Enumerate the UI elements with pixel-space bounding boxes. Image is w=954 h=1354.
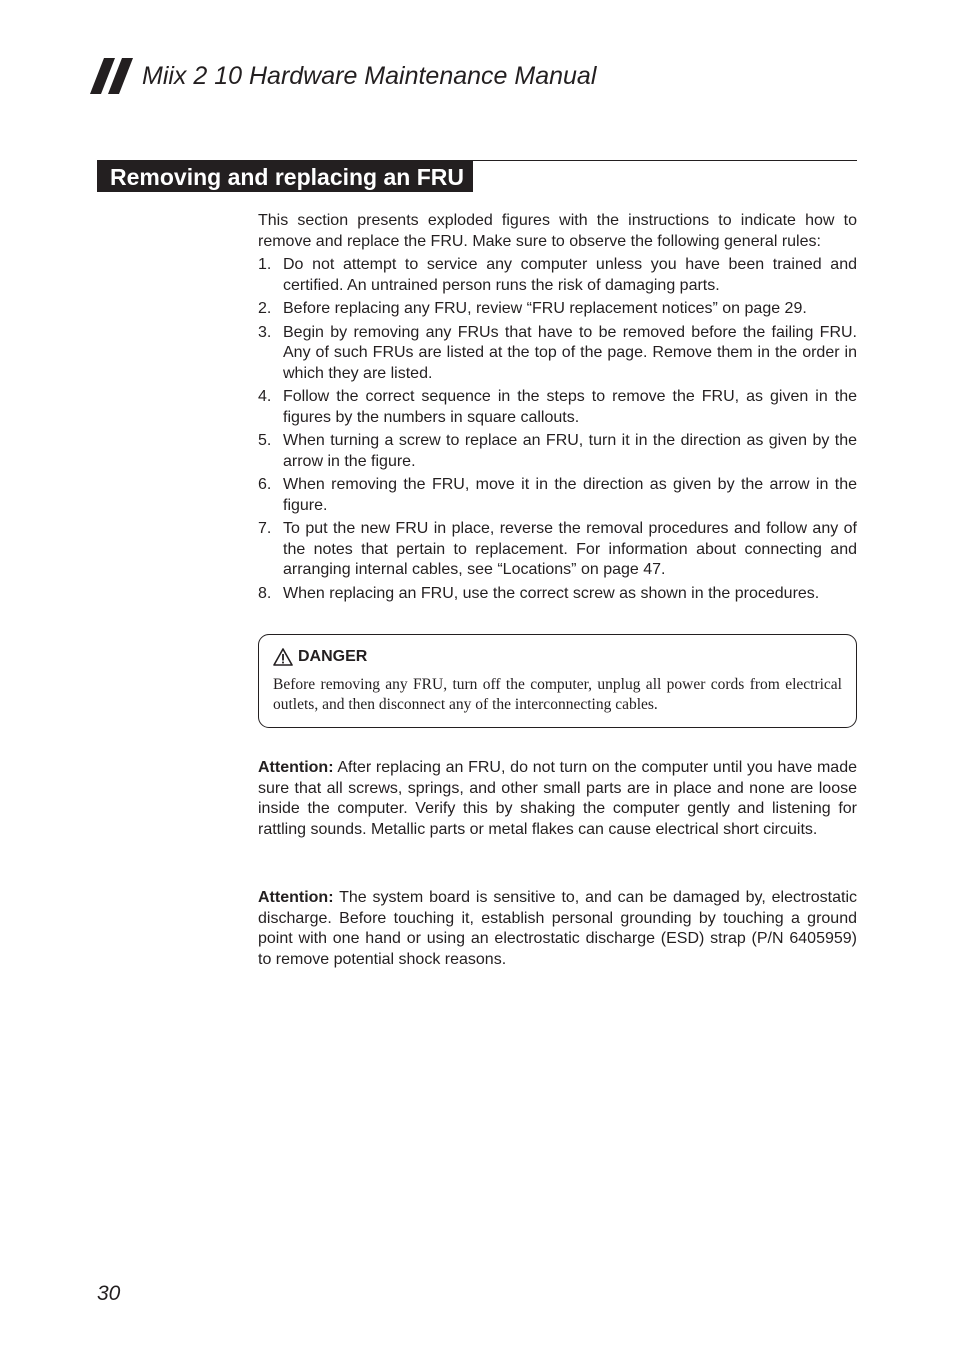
list-number: 7. — [258, 520, 272, 537]
list-item — [258, 255, 857, 296]
list-item — [258, 323, 857, 385]
list-number: 1. — [258, 256, 272, 273]
list-number: 8. — [258, 584, 272, 602]
list-item — [258, 475, 857, 516]
list-text: When removing the FRU, move it in the direction as given by the arrow in the figure. — [283, 476, 857, 514]
list-number: 5. — [258, 432, 272, 449]
list-text: To put the new FRU in place, reverse the removal procedures and follow any of the notes that pertain to replacement. For information about connecting and arranging internal cables, see “Locations” on page 47. — [283, 520, 857, 578]
list-item — [258, 519, 857, 581]
list-text: Do not attempt to service any computer unless you have been trained and certified. An untrained person runs the risk of damaging parts. — [283, 256, 857, 294]
danger-heading — [273, 647, 842, 667]
list-number: 6. — [258, 476, 272, 493]
section-heading: Removing and replacing an FRU — [97, 160, 473, 192]
list-item — [258, 431, 857, 472]
attention-paragraph — [258, 758, 857, 840]
list-item — [258, 299, 857, 320]
attention-label: Attention: — [258, 889, 334, 906]
danger-text: Before removing any FRU, turn off the computer, unplug all power cords from electrical outlets, and then disconnect any of the interconnecting cables. — [273, 676, 842, 713]
danger-notice — [258, 634, 857, 728]
list-number: 3. — [258, 323, 272, 341]
manual-title: Miix 2 10 Hardware Maintenance Manual — [142, 62, 597, 90]
list-item — [258, 387, 857, 428]
attention-label: Attention: — [258, 759, 334, 776]
attention-paragraph — [258, 888, 857, 970]
list-text: Follow the correct sequence in the steps to remove the FRU, as given in the figures by the numbers in square callouts. — [283, 388, 857, 426]
danger-label: DANGER — [298, 648, 368, 665]
list-text: Before replacing any FRU, review “FRU replacement notices” on page 29. — [283, 300, 807, 317]
list-text: When turning a screw to replace an FRU, turn it in the direction as given by the arrow in the figure. — [283, 432, 857, 470]
double-slash-logo-icon — [90, 58, 136, 94]
intro-paragraph: This section presents exploded figures with the instructions to indicate how to remove and replace the FRU. Make sure to observe the following general rules: — [258, 212, 857, 250]
list-item — [258, 584, 857, 605]
general-rules-list — [258, 255, 857, 604]
list-number: 4. — [258, 388, 272, 405]
list-text: When replacing an FRU, use the correct screw as shown in the procedures. — [283, 584, 820, 602]
page-number: 30 — [97, 1282, 121, 1305]
intro-block — [258, 211, 857, 607]
warning-triangle-icon — [273, 648, 293, 666]
list-number: 2. — [258, 300, 272, 317]
attention-text: After replacing an FRU, do not turn on the computer until you have made sure that all screws, springs, and other small parts are in place and none are loose inside the computer. Verify this by shaking the computer gently and listening for rattling sounds. Metallic parts or metal flakes can cause electrical short circuits. — [258, 759, 857, 838]
attention-text: The system board is sensitive to, and can be damaged by, electrostatic discharge. Before touching it, establish personal grounding by touching a ground point with one hand or using an electrostatic discharge (ESD) strap (P/N 6405959) to remove potential shock reasons. — [258, 889, 857, 968]
list-text: Begin by removing any FRUs that have to be removed before the failing FRU. Any of such FRUs are listed at the top of the page. Remove them in the order in which they are listed. — [283, 323, 857, 382]
